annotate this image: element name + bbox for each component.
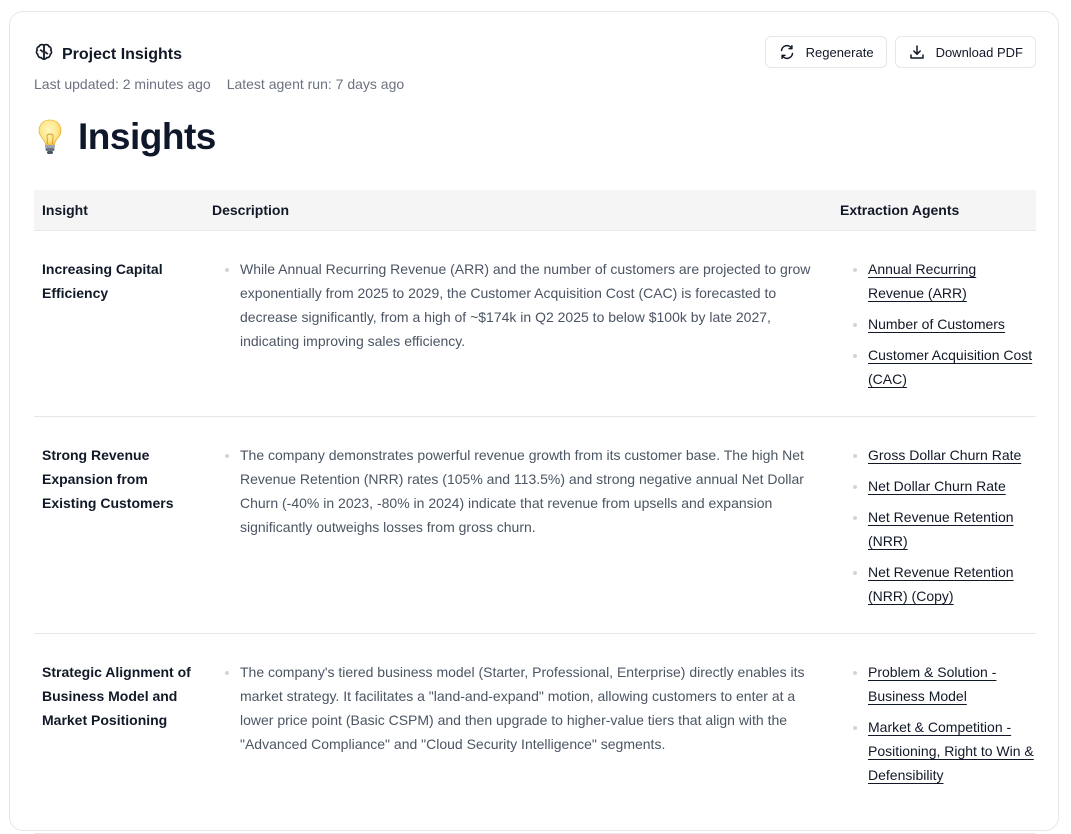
agent-link[interactable]: Market & Competition - Positioning, Right to Win & Defensibility: [868, 719, 1034, 783]
insight-description: • The company's tiered business model (Starter, Professional, Enterprise) directly enables its market strategy. It facilitates a "land-and-expand" motion, allowing customers to enter at a lower price point (Basic CSPM) and then upgrade to higher-value tiers that align with the "Advanced Compliance" and "Cloud Security Intelligence" segments.: [240, 660, 822, 756]
column-header-description: Description: [204, 190, 832, 231]
brain-icon: [34, 42, 54, 67]
agent-list-item: [868, 715, 1036, 787]
agent-list-item: [868, 257, 1036, 305]
agent-list-item: [868, 312, 1036, 336]
header-actions: [765, 36, 1036, 68]
column-header-extraction-agents: Extraction Agents: [832, 190, 1036, 231]
insights-table: [34, 190, 1036, 834]
agent-link[interactable]: Gross Dollar Churn Rate: [868, 447, 1022, 463]
refresh-icon: [778, 43, 796, 61]
insight-title: Increasing Capital Efficiency: [34, 231, 204, 417]
last-updated-text: Last updated: 2 minutes ago: [34, 76, 211, 92]
agent-link[interactable]: Net Revenue Retention (NRR) (Copy): [868, 564, 1014, 604]
agent-link[interactable]: Customer Acquisition Cost (CAC): [868, 347, 1033, 387]
agent-link[interactable]: Problem & Solution - Business Model: [868, 664, 997, 704]
agent-list-item: [868, 560, 1036, 608]
extraction-agents-cell: [832, 417, 1036, 634]
insight-title: Strong Revenue Expansion from Existing Customers: [34, 417, 204, 634]
agent-list-item: [868, 660, 1036, 708]
insight-description-cell: [204, 417, 832, 634]
agent-list-item: [868, 443, 1036, 467]
insight-title: Strategic Alignment of Business Model and Market Positioning: [34, 634, 204, 834]
update-meta: [34, 76, 404, 92]
insight-description: • The company demonstrates powerful revenue growth from its customer base. The high Net Revenue Retention (NRR) rates (105% and 113.5%) and strong negative annual Net Dollar Churn (-40% in 2023, -80% in 2024) indicate that revenue from upsells and expansion significantly outweighs losses from gross churn.: [240, 443, 822, 539]
agent-list-item: [868, 505, 1036, 553]
heading-text: Insights: [78, 116, 216, 157]
insight-description: • While Annual Recurring Revenue (ARR) and the number of customers are projected to grow exponentially from 2025 to 2029, the Customer Acquisition Cost (CAC) is forecasted to decrease significantly, from a high of ~$174k in Q2 2025 to below $100k by late 2027, indicating improving sales efficiency.: [240, 257, 822, 353]
agent-link[interactable]: Number of Customers: [868, 316, 1005, 332]
page-heading: [34, 116, 216, 158]
table-row: [34, 231, 1036, 417]
agent-link[interactable]: Net Dollar Churn Rate: [868, 478, 1006, 494]
regenerate-button[interactable]: [765, 36, 887, 68]
project-header: [34, 42, 182, 67]
agent-link[interactable]: Annual Recurring Revenue (ARR): [868, 261, 977, 301]
download-pdf-label: Download PDF: [935, 44, 1023, 60]
download-icon: [908, 43, 926, 61]
agent-link[interactable]: Net Revenue Retention (NRR): [868, 509, 1014, 549]
table-row: [34, 417, 1036, 634]
lightbulb-icon: [34, 117, 66, 157]
table-header-row: [34, 190, 1036, 231]
insight-description-cell: [204, 231, 832, 417]
agent-list-item: [868, 343, 1036, 391]
project-title: Project Insights: [62, 45, 183, 63]
regenerate-label: Regenerate: [805, 44, 874, 60]
extraction-agents-cell: [832, 634, 1036, 834]
agent-list-item: [868, 474, 1036, 498]
insight-description-cell: [204, 634, 832, 834]
table-row: [34, 634, 1036, 834]
insights-card: [9, 11, 1059, 831]
latest-run-text: Latest agent run: 7 days ago: [226, 76, 405, 92]
download-pdf-button[interactable]: [895, 36, 1036, 68]
column-header-insight: Insight: [34, 190, 204, 231]
extraction-agents-cell: [832, 231, 1036, 417]
